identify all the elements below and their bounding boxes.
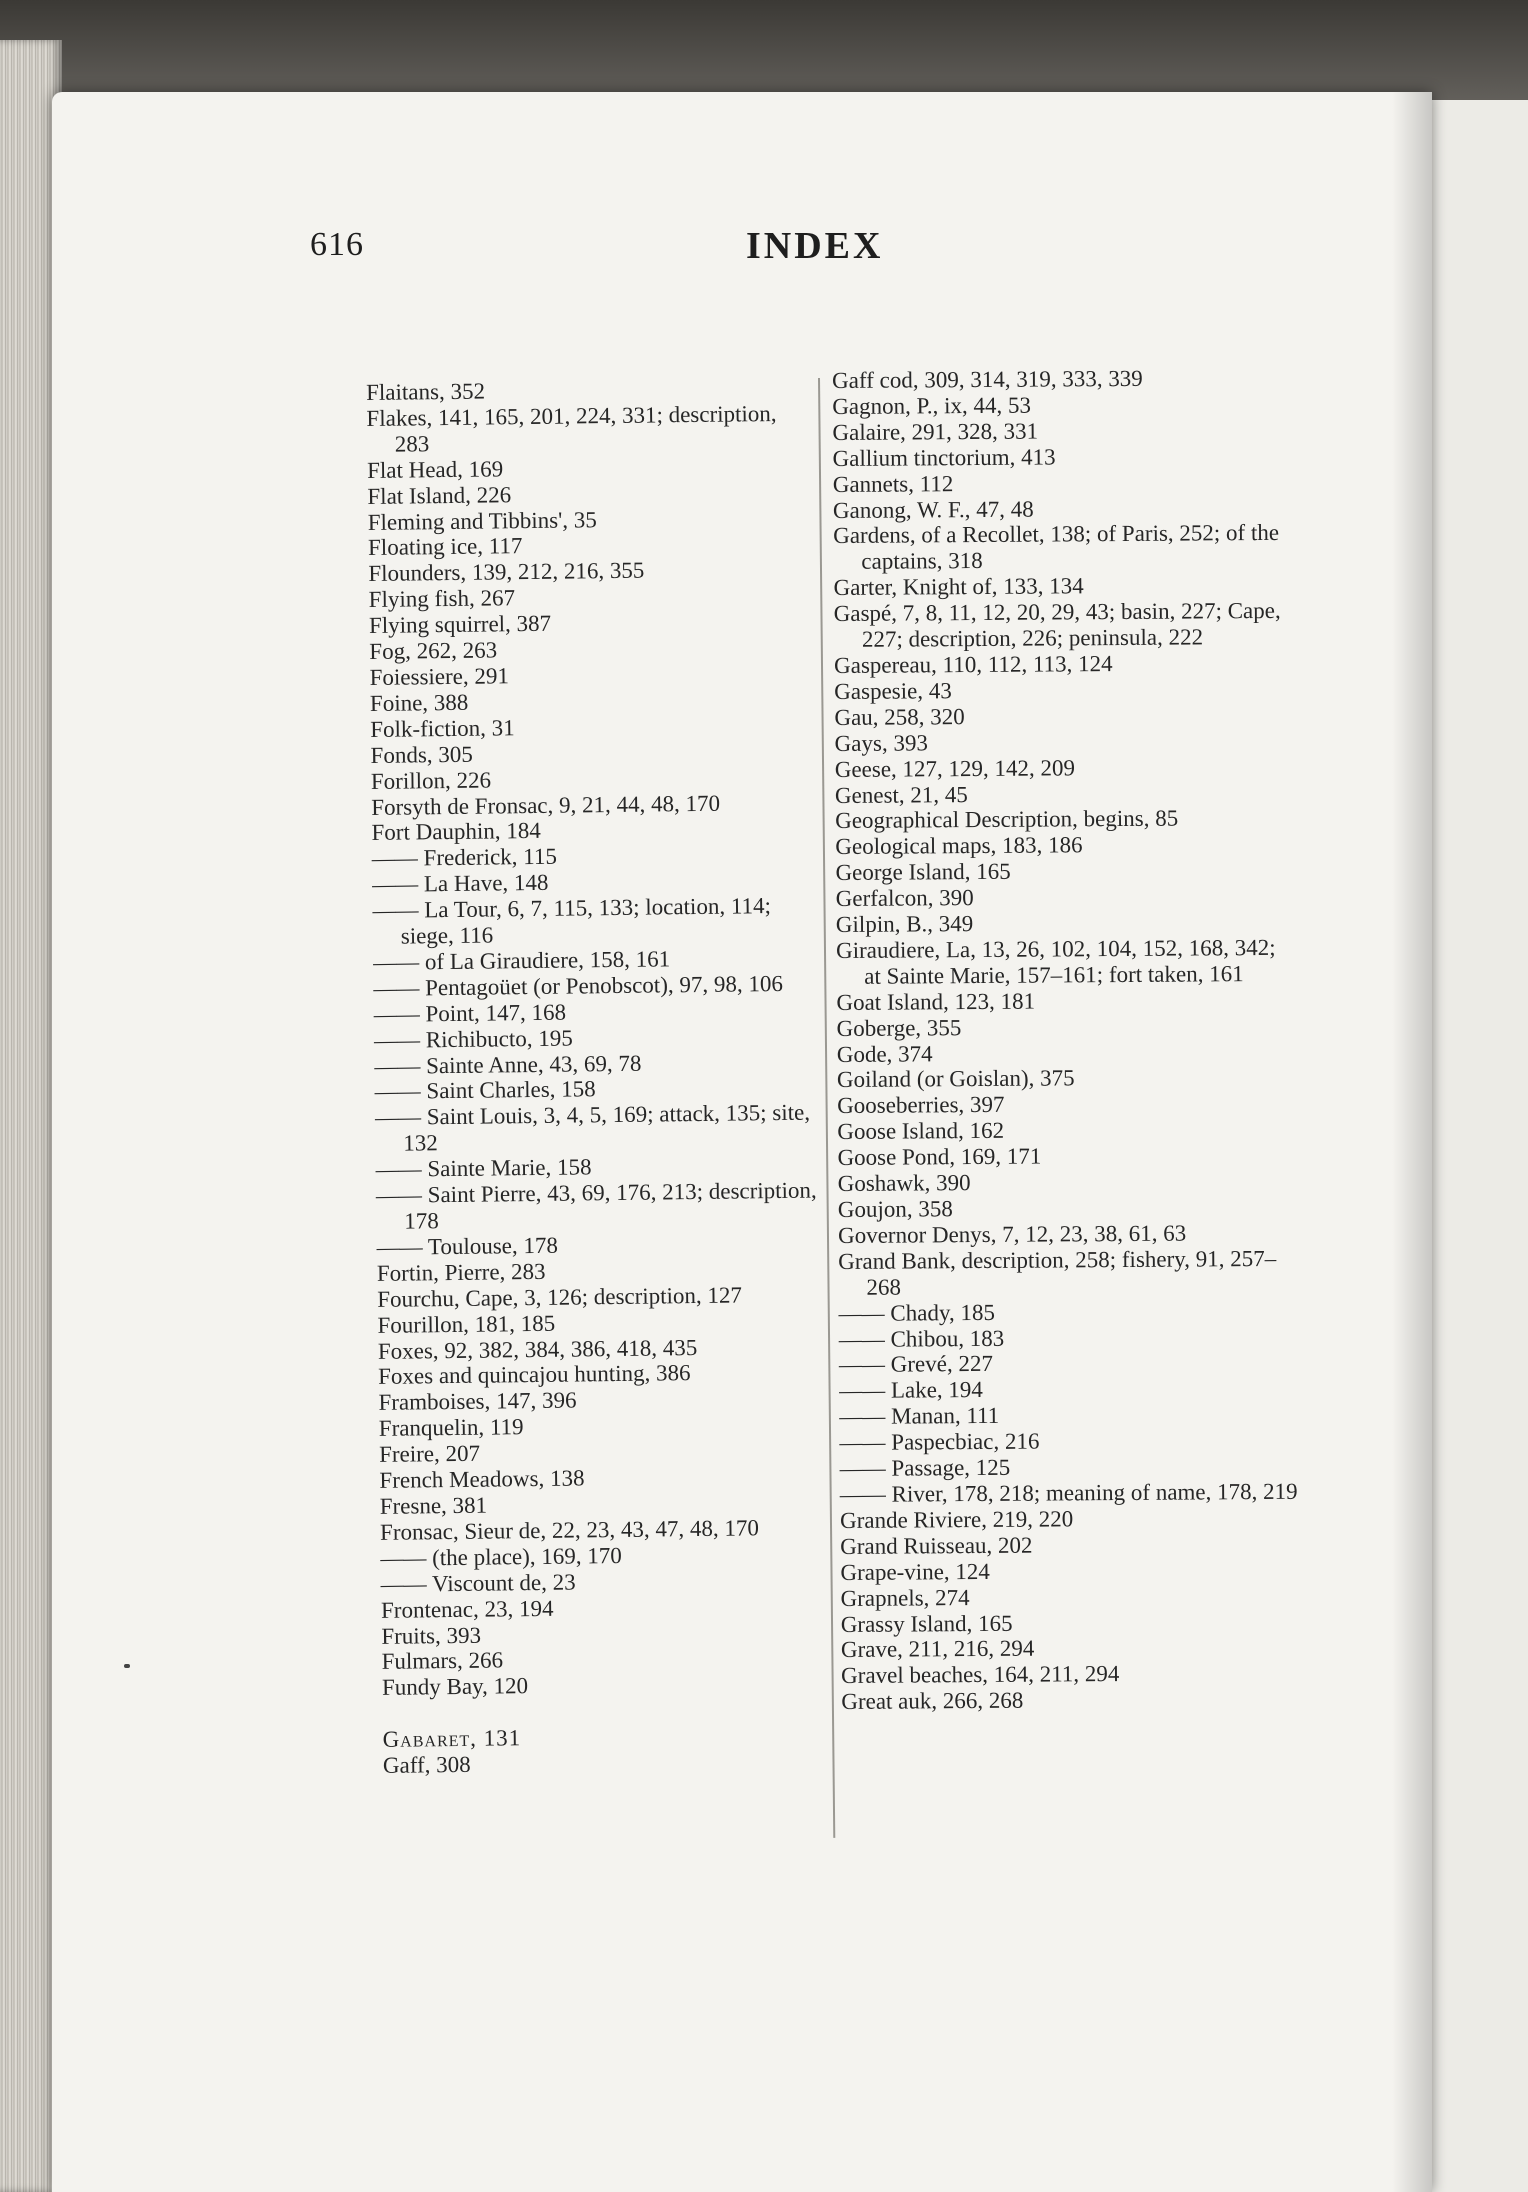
index-entry: Framboises, 147, 396: [378, 1387, 577, 1416]
index-subentry: —— (the place), 169, 170: [380, 1542, 622, 1571]
index-column-left: [366, 375, 829, 1779]
facing-page: [1425, 100, 1528, 2192]
index-entry: Gaff, 308: [382, 1751, 471, 1779]
index-entry: Gaspereau, 110, 112, 113, 124: [833, 651, 1113, 678]
index-subentry: —— La Tour, 6, 7, 115, 133; location, 114; siege, 116: [372, 893, 772, 949]
index-entry: Fonds, 305: [370, 741, 473, 768]
index-subentry: —— Sainte Anne, 43, 69, 78: [374, 1050, 642, 1079]
index-subentry: —— Richibucto, 195: [373, 1025, 573, 1053]
index-entry: Goberge, 355: [836, 1014, 962, 1041]
index-entry: Great auk, 266, 268: [841, 1687, 1024, 1715]
index-entry: Flat Island, 226: [367, 481, 512, 509]
index-entry: Gerfalcon, 390: [835, 885, 974, 912]
index-entry: Gau, 258, 320: [834, 703, 965, 730]
index-entry: Gabaret, 131: [382, 1725, 522, 1753]
index-entry: Grape-vine, 124: [840, 1558, 990, 1585]
index-entry: Fruits, 393: [381, 1622, 482, 1649]
index-entry: Genest, 21, 45: [834, 781, 968, 808]
index-entry: Grand Bank, description, 258; fishery, 91, 257–268: [838, 1245, 1277, 1300]
index-entry: Gaff cod, 309, 314, 319, 333, 339: [832, 365, 1143, 393]
index-entry: Gode, 374: [836, 1040, 933, 1067]
index-entry: Foxes, 92, 382, 384, 386, 418, 435: [377, 1334, 698, 1364]
index-entry: Grassy Island, 165: [840, 1610, 1013, 1637]
index-subentry: —— Passage, 125: [839, 1454, 1011, 1482]
index-entry: Frontenac, 23, 194: [380, 1595, 554, 1623]
index-entry: French Meadows, 138: [379, 1465, 585, 1493]
index-entry: Grapnels, 274: [840, 1584, 970, 1611]
index-entry: Gaspesie, 43: [834, 678, 952, 704]
gutter-shadow: [1392, 92, 1432, 2192]
page-number: 616: [310, 226, 364, 263]
index-entry: Flaitans, 352: [366, 378, 486, 405]
index-subentry: —— Toulouse, 178: [376, 1232, 559, 1260]
index-subentry: —— Point, 147, 168: [373, 999, 567, 1027]
index-entry: Gilpin, B., 349: [835, 911, 974, 938]
index-entry: Ganong, W. F., 47, 48: [832, 496, 1034, 523]
index-entry: Goat Island, 123, 181: [836, 988, 1036, 1015]
index-subentry: —— Saint Charles, 158: [374, 1076, 596, 1105]
index-subentry: —— Sainte Marie, 158: [375, 1154, 592, 1183]
index-entry: Fortin, Pierre, 283: [376, 1258, 546, 1286]
index-entry: Foxes and quincajou hunting, 386: [378, 1360, 691, 1390]
index-entry: Geese, 127, 129, 142, 209: [834, 754, 1076, 782]
index-entry: Freire, 207: [378, 1440, 481, 1468]
index-entry: Franquelin, 119: [378, 1414, 524, 1442]
index-subentry: —— Frederick, 115: [371, 844, 558, 872]
index-entry: Fronsac, Sieur de, 22, 23, 43, 47, 48, 170: [379, 1515, 760, 1545]
index-entry: Fresne, 381: [379, 1492, 488, 1519]
index-column-right: [832, 365, 1301, 1715]
index-subentry: —— La Have, 148: [372, 870, 549, 898]
index-subentry: —— Chady, 185: [838, 1299, 995, 1326]
paper-speck: [124, 1664, 130, 1668]
index-entry: Folk-fiction, 31: [370, 714, 515, 742]
index-entry: Goiland (or Goislan), 375: [836, 1065, 1075, 1093]
index-entry: Floating ice, 117: [367, 533, 523, 561]
index-subentry: —— Pentagoüet (or Penobscot), 97, 98, 106: [373, 970, 784, 1001]
index-entry: Grand Ruisseau, 202: [840, 1532, 1033, 1559]
index-entry: Flying fish, 267: [368, 585, 516, 613]
index-entry: Fog, 262, 263: [369, 637, 498, 665]
index-entry: Foiessiere, 291: [369, 663, 510, 690]
index-entry: Gardens, of a Recollet, 138; of Paris, 252; of the captains, 318: [833, 520, 1280, 575]
index-entry: Geographical Description, begins, 85: [835, 806, 1179, 834]
index-entry: Forsyth de Fronsac, 9, 21, 44, 48, 170: [371, 790, 721, 820]
index-entry: Fourchu, Cape, 3, 126; description, 127: [377, 1282, 743, 1312]
index-entry: Fulmars, 266: [381, 1647, 504, 1675]
index-entry: Gagnon, P., ix, 44, 53: [832, 392, 1032, 419]
index-entry: Gooseberries, 397: [837, 1092, 1005, 1119]
index-entry: Governor Denys, 7, 12, 23, 38, 61, 63: [837, 1220, 1187, 1248]
index-entry: Flounders, 139, 212, 216, 355: [368, 557, 645, 587]
index-entry: Galaire, 291, 328, 331: [832, 418, 1039, 445]
index-entry: Goose Island, 162: [837, 1118, 1005, 1145]
index-entry: George Island, 165: [835, 858, 1011, 886]
index-entry: Gaspé, 7, 8, 11, 12, 20, 29, 43; basin, 227; Cape, 227; description, 226; peninsula, 222: [833, 598, 1281, 652]
index-subentry: —— Paspecbiac, 216: [839, 1428, 1040, 1456]
index-entry: Fourillon, 181, 185: [377, 1310, 556, 1338]
index-entry: Geological maps, 183, 186: [835, 832, 1083, 860]
index-subentry: —— Lake, 194: [839, 1377, 983, 1404]
index-entry: Giraudiere, La, 13, 26, 102, 104, 152, 168, 342; at Sainte Marie, 157–161; fort taken, 161: [835, 934, 1276, 989]
index-subentry: —— Saint Louis, 3, 4, 5, 169; attack, 135; site, 132: [374, 1100, 811, 1156]
index-subentry: —— Grevé, 227: [838, 1351, 993, 1378]
index-entry: Gays, 393: [834, 730, 928, 756]
index-entry: Fundy Bay, 120: [381, 1673, 529, 1701]
index-entry: Forillon, 226: [370, 767, 492, 794]
index-entry: Flying squirrel, 387: [368, 610, 552, 639]
index-entry: Gallium tinctorium, 413: [832, 444, 1056, 471]
index-entry: Fleming and Tibbins', 35: [367, 506, 597, 535]
index-entry: Goshawk, 390: [837, 1170, 971, 1197]
index-subentry: —— Viscount de, 23: [380, 1569, 576, 1597]
index-entry: Flat Head, 169: [366, 456, 504, 483]
index-entry: Foine, 388: [369, 689, 469, 716]
index-subentry: —— of La Giraudiere, 158, 161: [372, 946, 671, 975]
index-subentry: —— Chibou, 183: [838, 1325, 1005, 1352]
index-entry: Fort Dauphin, 184: [371, 818, 541, 846]
index-entry: Goujon, 358: [837, 1196, 953, 1222]
index-subentry: —— Manan, 111: [839, 1403, 1000, 1430]
index-entry: Grande Riviere, 219, 220: [839, 1506, 1074, 1533]
index-subentry: —— Saint Pierre, 43, 69, 176, 213; description, 178: [375, 1177, 817, 1234]
index-entry: Grave, 211, 216, 294: [840, 1636, 1035, 1663]
index-entry: Gannets, 112: [832, 470, 954, 497]
index-entry: Goose Pond, 169, 171: [837, 1143, 1042, 1171]
index-entry: Gravel beaches, 164, 211, 294: [841, 1661, 1120, 1689]
index-entry: Garter, Knight of, 133, 134: [833, 573, 1084, 601]
page-title: INDEX: [746, 225, 884, 267]
index-subentry: —— River, 178, 218; meaning of name, 178, 219: [839, 1478, 1298, 1507]
index-entry: Flakes, 141, 165, 201, 224, 331; description, 283: [366, 400, 777, 457]
